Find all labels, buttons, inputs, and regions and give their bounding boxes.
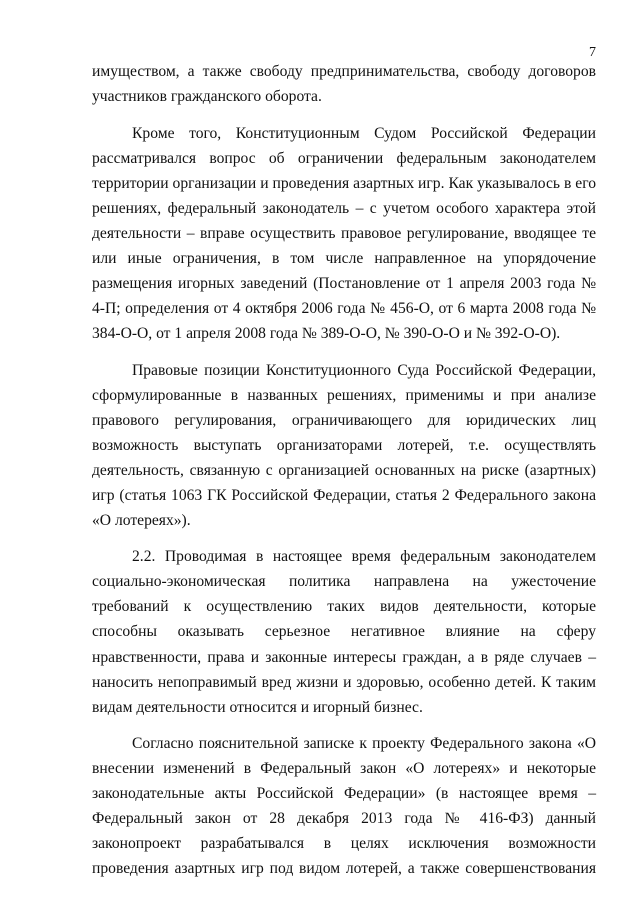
- text-line: «О лотереях»).: [92, 511, 191, 529]
- text-line: Согласно пояснительной записке к проекту Федерального закона «О: [132, 735, 596, 753]
- text-line: рассматривался вопрос об ограничении федеральным законодателем: [92, 149, 596, 167]
- text-line: Кроме того, Конституционным Судом Российской Федерации: [132, 124, 596, 142]
- text-line: видам деятельности относится и игорный бизнес.: [92, 698, 423, 716]
- text-line: решениях, федеральный законодатель – с учетом особого характера этой: [92, 199, 596, 217]
- document-body: [92, 59, 596, 881]
- text-line: правового регулирования, ограничивающего для юридических лиц: [92, 411, 596, 429]
- text-line: участников гражданского оборота.: [92, 88, 322, 106]
- text-line: Правовые позиции Конституционного Суда Российской Федерации,: [132, 361, 596, 379]
- text-line: 4-П; определения от 4 октября 2006 года № 456-О, от 6 марта 2008 года №: [92, 299, 596, 317]
- text-line: деятельность, связанную с организацией основанных на риске (азартных): [92, 461, 596, 479]
- text-line: территории организации и проведения азартных игр. Как указывалось в его: [92, 174, 596, 192]
- text-line: 384-О-О, от 1 апреля 2008 года № 389-О-О, № 390-О-О и № 392-О-О).: [92, 324, 561, 342]
- paragraph: [92, 358, 596, 533]
- text-line: законопроект разрабатывался в целях исключения возможности: [92, 835, 596, 853]
- text-line: социально-экономическая политика направлена на ужесточение: [92, 573, 596, 591]
- text-line: требований к осуществлению таких видов деятельности, которые: [92, 598, 596, 616]
- text-line: нравственности, права и законные интересы граждан, а в ряде случаев –: [92, 648, 596, 666]
- text-line: наносить непоправимый вред жизни и здоровью, особенно детей. К таким: [92, 673, 596, 691]
- text-line: размещения игорных заведений (Постановление от 1 апреля 2003 года №: [92, 274, 596, 292]
- text-line: деятельности – вправе осуществить правовое регулирование, вводящее те: [92, 224, 596, 242]
- text-line: 2.2. Проводимая в настоящее время федеральным законодателем: [132, 548, 596, 566]
- paragraph: [92, 544, 596, 719]
- paragraph: [92, 121, 596, 346]
- text-line: проведения азартных игр под видом лотерей, а также совершенствования: [92, 860, 596, 878]
- text-line: сформулированные в названных решениях, применимы и при анализе: [92, 386, 596, 404]
- paragraph: [92, 731, 596, 881]
- text-line: возможность выступать организаторами лотерей, т.е. осуществлять: [92, 436, 596, 454]
- text-line: законодательные акты Российской Федерации» (в настоящее время –: [92, 785, 596, 803]
- paragraph: [92, 59, 596, 109]
- text-line: или иные ограничения, в том числе направленное на упорядочение: [92, 249, 596, 267]
- text-line: игр (статья 1063 ГК Российской Федерации, статья 2 Федерального закона: [92, 486, 596, 504]
- text-line: способны оказывать серьезное негативное влияние на сферу: [92, 623, 596, 641]
- text-line: внесении изменений в Федеральный закон «О лотереях» и некоторые: [92, 760, 596, 778]
- text-line: имуществом, а также свободу предпринимательства, свободу договоров: [92, 63, 596, 80]
- text-line: Федеральный закон от 28 декабря 2013 года № 416-ФЗ) данный: [92, 810, 596, 828]
- page-number: 7: [589, 45, 596, 60]
